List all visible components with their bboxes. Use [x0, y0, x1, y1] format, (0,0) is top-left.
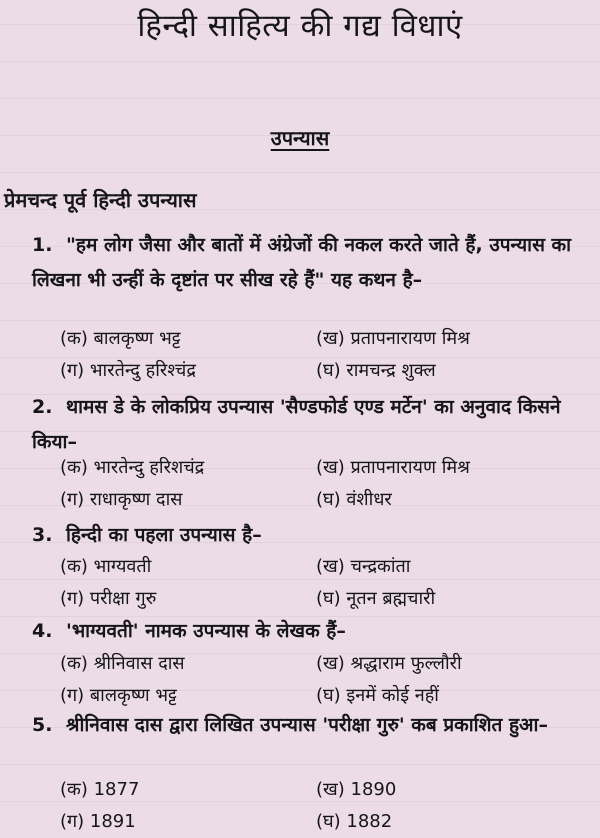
question-4-options — [60, 648, 590, 712]
question-number: 5. — [32, 714, 53, 736]
option-ga: (ग) 1891 — [60, 811, 136, 832]
option-ga: (ग) राधाकृष्ण दास — [60, 489, 183, 510]
question-2 — [32, 390, 587, 460]
page-title: हिन्दी साहित्य की गद्य विधाएं — [137, 8, 463, 44]
option-ga: (ग) परीक्षा गुरु — [60, 588, 157, 609]
option-ka: (क) भाग्यवती — [60, 556, 152, 577]
question-text: श्रीनिवास दास द्वारा लिखित उपन्यास 'परीक्षा गुरु' कब प्रकाशित हुआ– — [66, 714, 548, 736]
question-2-options — [60, 452, 590, 516]
question-4 — [32, 614, 587, 649]
option-gha: (घ) रामचन्द्र शुक्ल — [316, 360, 436, 381]
option-kha: (ख) 1890 — [316, 779, 397, 800]
question-number: 2. — [32, 396, 53, 418]
option-ka: (क) भारतेन्दु हरिशचंद्र — [60, 457, 205, 478]
section-title-text: उपन्यास — [270, 126, 330, 150]
option-gha: (घ) इनमें कोई नहीं — [316, 685, 439, 706]
question-3 — [32, 518, 587, 553]
question-5-options — [60, 774, 590, 838]
question-text: "हम लोग जैसा और बातों में अंग्रेजों की नकल करते जाते हैं, उपन्यास का लिखना भी उन्हीं के दृष्टांत पर सीख रहे हैं" यह कथन है– — [32, 234, 572, 291]
question-text: 'भाग्यवती' नामक उपन्यास के लेखक हैं– — [66, 620, 346, 642]
option-kha: (ख) चन्द्रकांता — [316, 556, 411, 577]
option-gha: (घ) वंशीधर — [316, 489, 392, 510]
question-text: हिन्दी का पहला उपन्यास है– — [66, 524, 262, 546]
question-text: थामस डे के लोकप्रिय उपन्यास 'सैण्डफोर्ड एण्ड मर्टेन' का अनुवाद किसने किया– — [32, 396, 561, 453]
option-kha: (ख) प्रतापनारायण मिश्र — [316, 457, 470, 478]
option-ka: (क) श्रीनिवास दास — [60, 653, 185, 674]
question-number: 3. — [32, 524, 53, 546]
option-kha: (ख) प्रतापनारायण मिश्र — [316, 328, 470, 349]
option-ga: (ग) भारतेन्दु हरिश्चंद्र — [60, 360, 196, 381]
subsection-heading: प्रेमचन्द पूर्व हिन्दी उपन्यास — [4, 188, 197, 212]
question-number: 4. — [32, 620, 53, 642]
option-gha: (घ) नूतन ब्रह्मचारी — [316, 588, 436, 609]
question-1-options — [60, 323, 590, 387]
option-ka: (क) 1877 — [60, 779, 140, 800]
section-title — [0, 124, 600, 151]
question-number: 1. — [32, 234, 53, 256]
option-gha: (घ) 1882 — [316, 811, 393, 832]
option-kha: (ख) श्रद्धाराम फुल्लौरी — [316, 653, 462, 674]
question-1 — [32, 228, 587, 298]
option-ga: (ग) बालकृष्ण भट्ट — [60, 685, 177, 706]
question-3-options — [60, 551, 590, 615]
option-ka: (क) बालकृष्ण भट्ट — [60, 328, 181, 349]
question-5 — [32, 708, 587, 743]
